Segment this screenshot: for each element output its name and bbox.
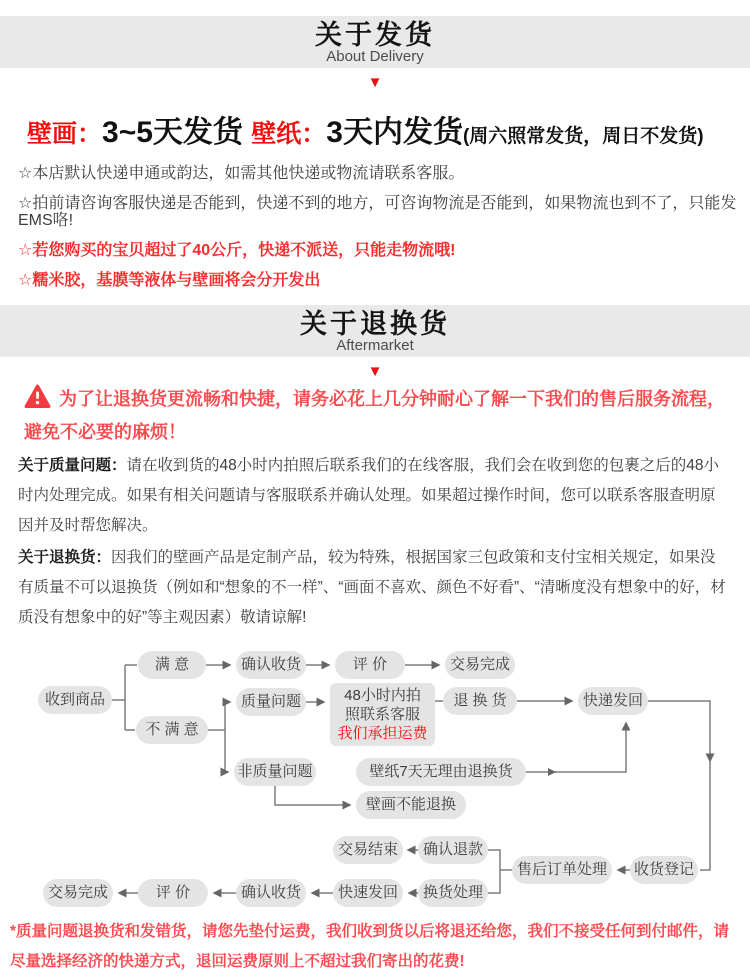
- warning-text: 为了让退换货更流畅和快捷，请务必花上几分钟耐心了解一下我们的售后服务流程，避免不必要的麻烦！: [24, 389, 725, 442]
- mural-label: 壁画：: [27, 120, 103, 148]
- wallpaper-value: 3天内发货: [326, 116, 463, 149]
- flow-node-confirm-refund: 确认退款: [418, 836, 488, 864]
- delivery-header: [0, 16, 750, 68]
- delivery-note-warning: ☆糯米胶，基膜等液体与壁画将会分开发出: [18, 272, 321, 289]
- delivery-title: 关于发货: [315, 20, 435, 50]
- returns-text: 因我们的壁画产品是定制产品，较为特殊，根据国家三包政策和支付宝相关规定，如果没有质量不可以退换货（例如和“想象的不一样”、“画面不喜欢、颜色不好看”、“清晰度没有想象中的好，材质没有想象中的好”等主观因素）敬请谅解!: [18, 549, 726, 626]
- flow-node-mural-no-return: 壁画不能退换: [356, 791, 466, 819]
- flow-node-confirm-receipt-bottom: 确认收货: [236, 879, 306, 907]
- shipping-headline: [0, 107, 750, 151]
- quality-paragraph: [0, 451, 750, 541]
- aftermarket-header: [0, 305, 750, 357]
- returns-label: 关于退换货：: [18, 549, 112, 566]
- flow-node-non-quality-issue: 非质量问题: [234, 758, 316, 786]
- aftermarket-title: 关于退换货: [300, 309, 450, 339]
- flow-node-speedy-return: 快速发回: [333, 879, 403, 907]
- flow-node-deal-complete-top: 交易完成: [445, 651, 515, 679]
- delivery-note: ☆拍前请咨询客服快递是否能到，快递不到的地方，可咨询物流是否能到，如果物流也到不了，只能发EMS咯!: [18, 195, 737, 229]
- aftermarket-subtitle: Aftermarket: [336, 337, 414, 354]
- headline-paren: (周六照常发货，周日不发货): [462, 126, 704, 147]
- flow-node-rate-top: 评 价: [335, 651, 405, 679]
- flow-node-receive-goods: 收到商品: [38, 686, 112, 714]
- flow-node-aftersale-order: 售后订单处理: [512, 856, 612, 884]
- flow-node-quality-issue: 质量问题: [236, 688, 306, 716]
- delivery-subtitle: About Delivery: [326, 48, 424, 65]
- quality-label: 关于质量问题：: [18, 457, 127, 474]
- flow-node-deal-complete-bottom: 交易完成: [43, 879, 113, 907]
- flow-node-contact-48h: 48小时内拍 照联系客服 我们承担运费: [330, 683, 435, 746]
- flow-node-exchange-process: 换货处理: [418, 879, 488, 907]
- mural-value: 3~5天发货: [102, 116, 252, 149]
- flow-node-return-exchange: 退 换 货: [443, 687, 517, 715]
- flow-node-deal-end: 交易结束: [333, 836, 403, 864]
- flow-node-confirm-receipt-top: 确认收货: [236, 651, 306, 679]
- quality-text: 请在收到货的48小时内拍照后联系我们的在线客服，我们会在收到您的包裹之后的48小时内处理完成。如果有相关问题请与客服联系并确认处理。如果超过操作时间，您可以联系客服查明原因并及时帮您解决。: [18, 457, 719, 534]
- returns-paragraph: [0, 543, 750, 633]
- flow-node-wallpaper-7day-return: 壁纸7天无理由退换货: [356, 758, 526, 786]
- delivery-note: ☆本店默认快递申通或韵达，如需其他快递或物流请联系客服。: [18, 165, 465, 182]
- aftersale-flowchart: [0, 643, 750, 913]
- wallpaper-label: 壁纸：: [251, 120, 327, 148]
- flow-node-rate-bottom: 评 价: [138, 879, 208, 907]
- delivery-note-warning: ☆若您购买的宝贝超过了40公斤，快递不派送，只能走物流哦!: [18, 242, 456, 259]
- down-triangle-icon: ▼: [367, 363, 383, 380]
- flow-node-express-return: 快递发回: [578, 687, 648, 715]
- flow-node-satisfied: 满 意: [138, 651, 206, 679]
- flow-node-unsatisfied: 不 满 意: [136, 716, 208, 744]
- flow-node-receipt-register: 收货登记: [630, 856, 698, 884]
- down-triangle-icon: ▼: [367, 74, 383, 91]
- aftersale-warning: [0, 379, 750, 449]
- freight-footer-note: *质量问题退换货和发错货，请您先垫付运费，我们收到货以后将退还给您，我们不接受任何到付邮件，请尽量选择经济的快递方式，退回运费原则上不超过我们寄出的花费!: [10, 923, 730, 970]
- delivery-notes: [0, 165, 750, 289]
- warning-triangle-icon: [24, 383, 51, 409]
